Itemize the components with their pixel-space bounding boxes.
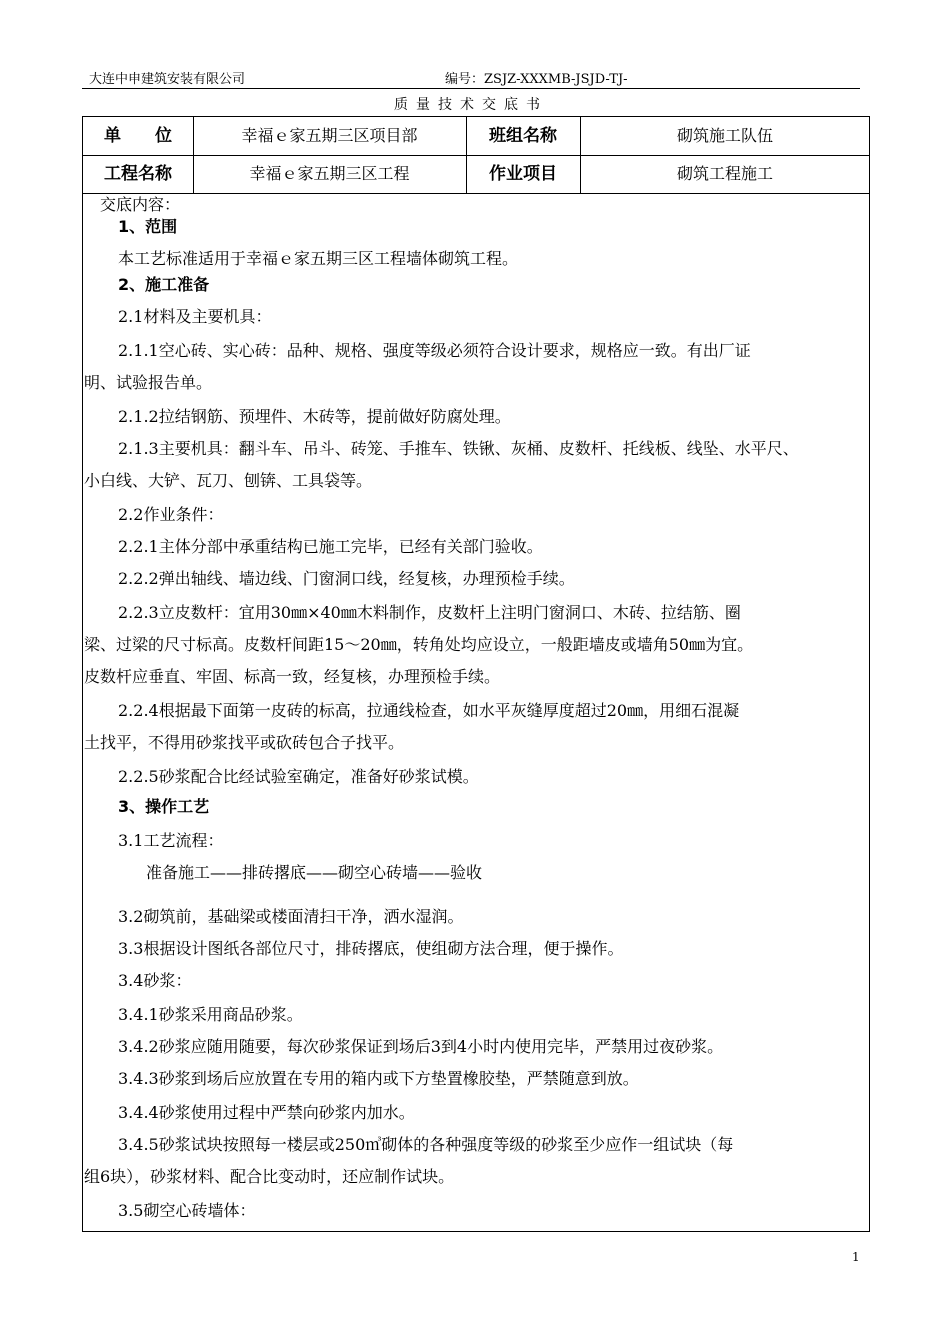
paragraph: 3.4.1砂浆采用商品砂浆。 (118, 1005, 303, 1024)
label-work-item: 作业项目 (489, 164, 557, 184)
paragraph: 2.2.5砂浆配合比经试验室确定，准备好砂浆试模。 (118, 767, 479, 786)
section-heading: 3、操作工艺 (118, 797, 210, 816)
label-team: 班组名称 (489, 126, 557, 146)
document-code: 编号：ZSJZ-XXXMB-JSJD-TJ- (445, 72, 628, 87)
label-project-name: 工程名称 (104, 164, 172, 184)
value-project-name: 幸福ｅ家五期三区工程 (249, 164, 410, 183)
paragraph: 3.4砂浆： (118, 971, 192, 990)
paragraph: 3.3根据设计图纸各部位尺寸，排砖撂底，使组砌方法合理，便于操作。 (118, 939, 624, 958)
paragraph: 皮数杆应垂直、牢固、标高一致，经复核，办理预检手续。 (84, 667, 501, 686)
paragraph: 3.4.5砂浆试块按照每一楼层或250㎥砌体的各种强度等级的砂浆至少应作一组试块（每 (118, 1135, 734, 1154)
paragraph: 土找平，不得用砂浆找平或砍砖包合子找平。 (84, 733, 405, 752)
process-flow: 准备施工——排砖撂底——砌空心砖墙——验收 (146, 863, 483, 882)
value-team: 砌筑施工队伍 (676, 126, 773, 145)
paragraph: 3.4.2砂浆应随用随要，每次砂浆保证到场后3到4小时内使用完毕，严禁用过夜砂浆。 (118, 1037, 724, 1056)
paragraph: 小白线、大铲、瓦刀、刨锛、工具袋等。 (84, 471, 373, 490)
paragraph: 组6块），砂浆材料、配合比变动时，还应制作试块。 (84, 1167, 455, 1186)
paragraph: 3.4.3砂浆到场后应放置在专用的箱内或下方垫置橡胶垫，严禁随意到放。 (118, 1069, 639, 1088)
paragraph: 2.2作业条件： (118, 505, 224, 524)
paragraph: 2.2.3立皮数杆：宜用30㎜×40㎜木料制作，皮数杆上注明门窗洞口、木砖、拉结筋、圈 (118, 603, 741, 622)
section-heading: 1、范围 (118, 217, 178, 236)
paragraph: 3.5砌空心砖墙体： (118, 1201, 256, 1220)
header-rule (82, 88, 860, 89)
paragraph: 明、试验报告单。 (84, 373, 213, 392)
paragraph: 2.1.2拉结钢筋、预埋件、木砖等，提前做好防腐处理。 (118, 407, 511, 426)
content-intro: 交底内容： (100, 195, 181, 214)
paragraph: 本工艺标准适用于幸福ｅ家五期三区工程墙体砌筑工程。 (118, 249, 519, 268)
paragraph: 2.2.1主体分部中承重结构已施工完毕，已经有关部门验收。 (118, 537, 543, 556)
value-work-item: 砌筑工程施工 (676, 164, 773, 183)
paragraph: 2.1材料及主要机具： (118, 307, 272, 326)
paragraph: 3.4.4砂浆使用过程中严禁向砂浆内加水。 (118, 1103, 415, 1122)
section-heading: 2、施工准备 (118, 275, 210, 294)
company-name: 大连中申建筑安装有限公司 (89, 72, 246, 87)
label-unit: 单 位 (104, 126, 172, 146)
paragraph: 2.2.4根据最下面第一皮砖的标高，拉通线检查，如水平灰缝厚度超过20㎜，用细石混凝 (118, 701, 740, 720)
value-unit: 幸福ｅ家五期三区项目部 (241, 126, 418, 145)
paragraph: 2.1.1空心砖、实心砖：品种、规格、强度等级必须符合设计要求，规格应一致。有出厂证 (118, 341, 751, 360)
page-number: 1 (852, 1250, 860, 1264)
table-row-divider (83, 193, 869, 194)
paragraph: 3.1工艺流程： (118, 831, 224, 850)
paragraph: 梁、过梁的尺寸标高。皮数杆间距15～20㎜，转角处均应设立，一般距墙皮或墙角50㎜为宜。 (84, 635, 754, 654)
paragraph: 2.1.3主要机具：翻斗车、吊斗、砖笼、手推车、铁锹、灰桶、皮数杆、托线板、线坠、水平尺、 (118, 439, 799, 458)
document-title: 质量技术交底书 (394, 97, 548, 113)
paragraph: 2.2.2弹出轴线、墙边线、门窗洞口线，经复核，办理预检手续。 (118, 569, 575, 588)
paragraph: 3.2砌筑前，基础梁或楼面清扫干净，洒水湿润。 (118, 907, 464, 926)
